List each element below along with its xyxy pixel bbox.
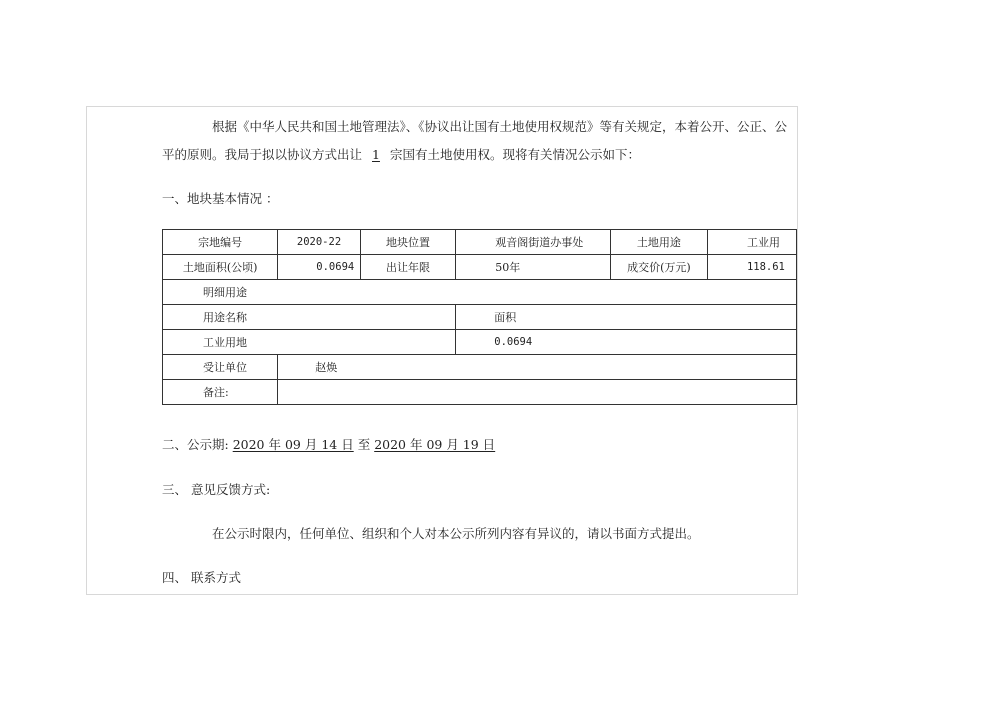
document-page [86, 106, 798, 595]
recipient-label: 受让单位 [163, 355, 278, 380]
section-3-heading: 三、 意见反馈方式: [162, 482, 271, 497]
location-label: 地块位置 [360, 230, 455, 255]
table-row [163, 330, 797, 355]
intro-line-1: 根据《中华人民共和国土地管理法》、《协议出让国有土地使用权规范》等有关规定，本着公开、公正、公 [212, 119, 788, 134]
table-row [163, 230, 797, 255]
remarks-value [278, 380, 797, 405]
section-4-heading: 四、 联系方式 [162, 570, 241, 585]
parcel-table [162, 229, 797, 405]
land-use-value: 工业用 [707, 230, 796, 255]
intro-line-2-start: 平的原则。我局于拟以协议方式出让 [162, 147, 363, 162]
recipient-value: 赵焕 [278, 355, 797, 380]
table-row [163, 355, 797, 380]
area-value: 0.0694 [278, 255, 361, 280]
intro-line-2-end: 宗国有土地使用权。现将有关情况公示如下： [389, 147, 640, 162]
table-row [163, 280, 797, 305]
table-row [163, 305, 797, 330]
detail-use-label: 明细用途 [163, 280, 797, 305]
term-value: 50年 [456, 255, 611, 280]
parcel-no-value: 2020-22 [278, 230, 361, 255]
location-value: 观音阁街道办事处 [456, 230, 611, 255]
publicity-start-date: 2020 年 09 月 14 日 [232, 437, 354, 452]
price-label: 成交价(万元) [610, 255, 707, 280]
publicity-to: 至 [357, 437, 371, 452]
section-1-heading: 一、地块基本情况 ： [162, 191, 279, 206]
publicity-end-date: 2020 年 09 月 19 日 [374, 437, 496, 452]
use-name-header: 用途名称 [163, 305, 456, 330]
price-value: 118.61 [707, 255, 796, 280]
area-label: 土地面积(公顷) [163, 255, 278, 280]
intro-line-2 [162, 147, 640, 163]
section-2 [162, 437, 495, 453]
remarks-label: 备注: [163, 380, 278, 405]
table-row [163, 255, 797, 280]
table-row [163, 380, 797, 405]
parcel-count: 1 [372, 147, 380, 162]
section-2-heading: 二、公示期: [162, 437, 229, 452]
land-use-label: 土地用途 [610, 230, 707, 255]
use-name-value: 工业用地 [163, 330, 456, 355]
section-3-body: 在公示时限内，任何单位、组织和个人对本公示所列内容有异议的，请以书面方式提出。 [212, 526, 700, 541]
use-area-value: 0.0694 [456, 330, 797, 355]
parcel-no-label: 宗地编号 [163, 230, 278, 255]
term-label: 出让年限 [360, 255, 455, 280]
area-header: 面积 [456, 305, 797, 330]
